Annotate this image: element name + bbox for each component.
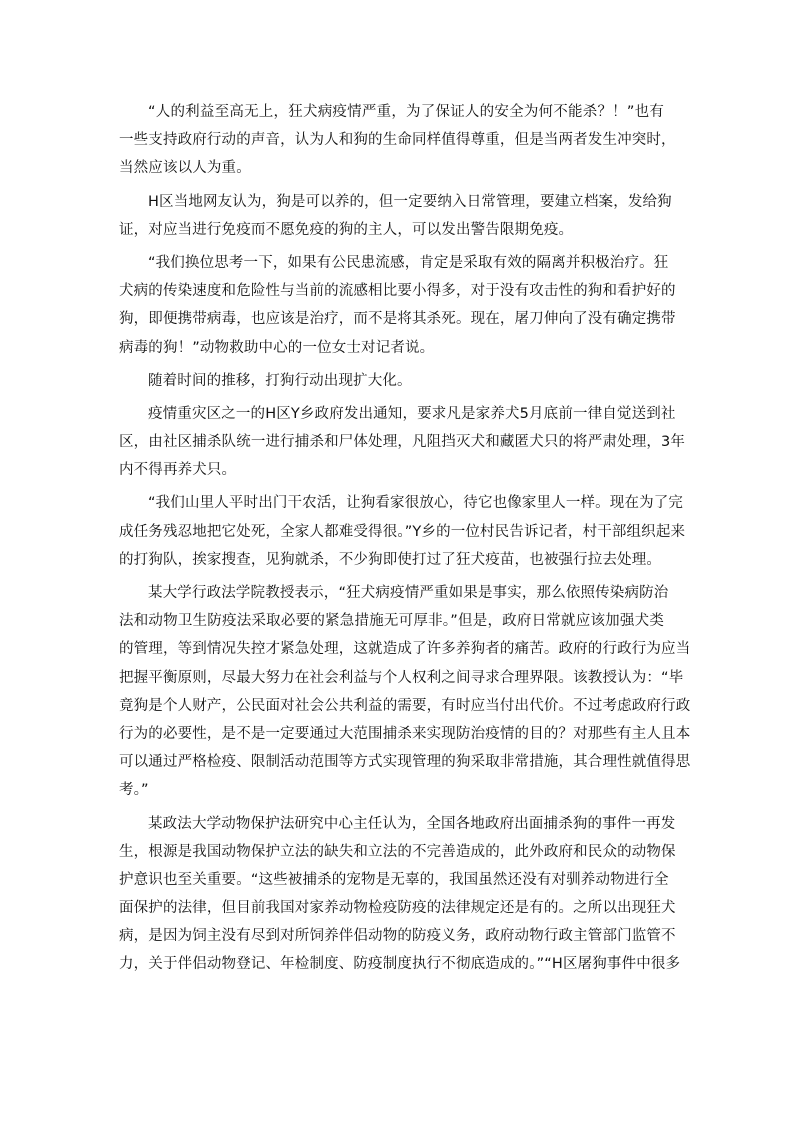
text-line: “我们山里人平时出门干农活，让狗看家很放心，待它也像家里人一样。现在为了完 (148, 495, 684, 512)
text-line: 病毒的狗！”动物救助中心的一位女士对记者说。 (119, 339, 435, 356)
article-body (119, 98, 691, 984)
paragraph-8 (119, 810, 681, 979)
text-line: 考。” (119, 782, 149, 799)
text-line: 证，对应当进行免疫而不愿免疫的狗的主人，可以发出警告限期免疫。 (119, 221, 574, 238)
text-line: 某大学行政法学院教授表示，“狂犬病疫情严重如果是事实，那么依照传染病防治 (148, 585, 669, 601)
paragraph-5 (119, 400, 686, 485)
text-line: 当然应该以人为重。 (119, 160, 251, 177)
text-line: 随着时间的推移，打狗行动出现扩大化。 (148, 372, 412, 389)
paragraph-7 (119, 579, 691, 805)
text-line: 区，由社区捕杀队统一进行捕杀和尸体处理，凡阻挡灭犬和藏匿犬只的将严肃处理，3年 (119, 434, 686, 451)
text-line: 成任务残忍地把它处死，全家人都难受得很。”Y乡的一位村民告诉记者，村干部组织起来 (119, 523, 686, 540)
text-line: “我们换位思考一下，如果有公民患流感，肯定是采取有效的隔离并积极治疗。狂 (148, 254, 669, 271)
paragraph-1 (119, 98, 676, 183)
text-line: 内不得再养犬只。 (119, 462, 237, 479)
text-line: 的打狗队，挨家搜查，见狗就杀，不少狗即使打过了狂犬疫苗，也被强行拉去处理。 (119, 551, 662, 568)
text-line: 疫情重灾区之一的H区Y乡政府发出通知，要求凡是家养犬5月底前一律自觉送到社 (148, 405, 676, 422)
text-line: 行为的必要性，是不是一定要通过大范围捕杀来实现防治疫情的目的？对那些有主人且本 (119, 725, 691, 742)
paragraph-2 (119, 188, 672, 244)
text-line: 面保护的法律，但目前我国对家养动物检疫防疫的法律规定还是有的。之所以出现狂犬 (119, 900, 676, 917)
text-line: H区当地网友认为，狗是可以养的，但一定要纳入日常管理，要建立档案，发给狗 (148, 193, 672, 210)
text-line: 生，根源是我国动物保护立法的缺失和立法的不完善造成的，此外政府和民众的动物保 (119, 843, 676, 860)
text-line: “人的利益至高无上，狂犬病疫情严重，为了保证人的安全为何不能杀？！”也有 (148, 104, 664, 120)
text-line: 犬病的传染速度和危险性与当前的流感相比要小得多，对于没有攻击性的狗和看护好的 (119, 283, 676, 300)
paragraph-3 (119, 249, 676, 362)
text-line: 可以通过严格检疫、限制活动范围等方式实现管理的狗采取非常措施，其合理性就值得思 (119, 754, 691, 771)
text-line: 狗，即便携带病毒，也应该是治疗，而不是将其杀死。现在，屠刀伸向了没有确定携带 (119, 311, 676, 328)
text-line: 力，关于伴侣动物登记、年检制度、防疫制度执行不彻底造成的。”“H区屠狗事件中很多 (119, 956, 681, 973)
text-line: 的管理，等到情况失控才紧急处理，这就造成了许多养狗者的痛苦。政府的行政行为应当 (119, 641, 691, 658)
text-line: 竟狗是个人财产，公民面对社会公共利益的需要，有时应当付出代价。不过考虑政府行政 (119, 697, 691, 714)
paragraph-4 (119, 367, 664, 395)
text-line: 病，是因为饲主没有尽到对所饲养伴侣动物的防疫义务，政府动物行政主管部门监管不 (119, 928, 676, 945)
text-line: 一些支持政府行动的声音，认为人和狗的生命同样值得尊重，但是当两者发生冲突时， (119, 132, 676, 149)
text-line: 把握平衡原则，尽最大努力在社会利益与个人权利之间寻求合理界限。该教授认为：“毕 (119, 669, 684, 686)
paragraph-6 (119, 489, 686, 574)
text-line: 护意识也至关重要。“这些被捕杀的宠物是无辜的，我国虽然还没有对驯养动物进行全 (119, 871, 669, 888)
text-line: 某政法大学动物保护法研究中心主任认为，全国各地政府出面捕杀狗的事件一再发 (148, 815, 676, 832)
text-line: 法和动物卫生防疫法采取必要的紧急措施无可厚非。”但是，政府日常就应该加强犬类 (119, 613, 664, 630)
